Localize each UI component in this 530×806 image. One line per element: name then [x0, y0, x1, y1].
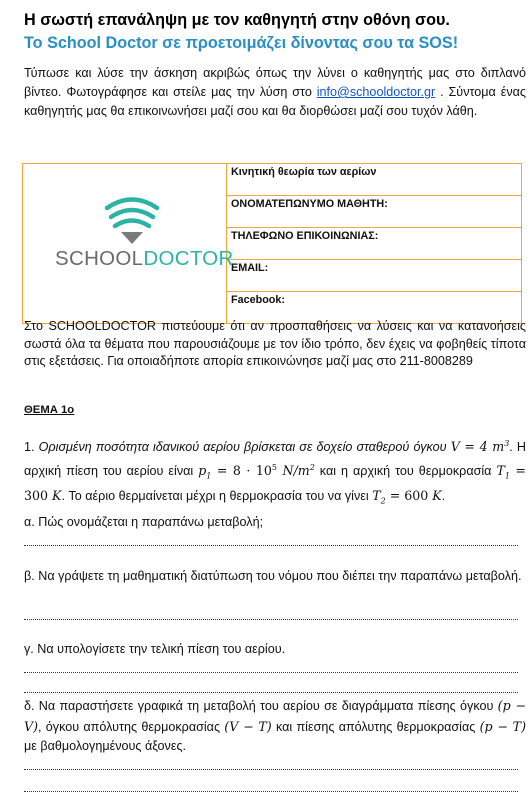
sub-question-b: β. Να γράψετε τη μαθηματική διατύπωση του νόμου που διέπει την παραπάνω μεταβολή. — [24, 569, 522, 583]
volume-formula: V = 4 $m^3$ — [450, 439, 510, 455]
question-text-part: . Το αέριο θερμαίνεται μέχρι η θερμοκρασία του να γίνει — [61, 488, 373, 503]
answer-line[interactable] — [24, 672, 518, 673]
page-subtitle: Το School Doctor σε προετοιμάζει δίνοντας σου τα SOS! — [24, 34, 459, 52]
logo-cell — [23, 164, 234, 324]
topic-field: Κινητική θεωρία των αερίων — [227, 164, 522, 196]
wifi-signal-icon — [23, 164, 226, 313]
schooldoctor-logo — [23, 164, 234, 313]
email-field[interactable]: EMAIL: — [227, 260, 522, 292]
answer-line[interactable] — [24, 769, 518, 770]
sub-question-c: γ. Να υπολογίσετε την τελική πίεση του αερίου. — [24, 642, 286, 656]
student-name-field[interactable]: ΟΝΟΜΑΤΕΠΩΝΥΜΟ ΜΑΘΗΤΗ: — [227, 196, 522, 228]
answer-line[interactable] — [24, 791, 518, 792]
logo-doctor-text: DOCTOR — [143, 247, 234, 270]
question-text-part: Ορισμένη ποσότητα ιδανικού αερίου βρίσκεται σε δοχείο σταθερού όγκου — [34, 440, 451, 455]
intro-paragraph — [24, 64, 526, 121]
student-info-table — [22, 163, 522, 324]
question-text-part: . Η αρχική πίεση του αερίου είναι — [24, 440, 527, 478]
intro-text-end: . Σύντομα ένας καθηγητής μας θα επικοινωνήσει μαζί σου και θα διορθώσει μαζί σου τυχόν λάθη. — [24, 85, 526, 118]
sub-question-d-text: , όγκου απόλυτης θερμοκρασίας — [38, 719, 225, 734]
answer-line[interactable] — [24, 692, 518, 693]
section-title: ΘΕΜΑ 1ο — [24, 404, 75, 416]
sub-question-d-text: δ. Να παραστήσετε γραφικά τη μεταβολή του αερίου σε διαγράμματα πίεσης όγκου — [24, 699, 498, 713]
question-1 — [24, 434, 526, 511]
p-t-formula: (p − T) — [479, 718, 526, 734]
temperature1-formula: $T_1 = 300$ K — [24, 462, 526, 503]
sub-question-d-text: και πίεσης απόλυτης θερμοκρασίας — [271, 719, 480, 734]
temperature2-formula: $T_2 = 600$ K — [372, 487, 442, 506]
p-v-formula: (p − V) — [24, 698, 526, 734]
sub-question-d — [24, 696, 526, 757]
facebook-field[interactable]: Facebook: — [227, 292, 522, 324]
pressure-formula: $p_1 = 8 \cdot 10^5$ $N/m^2$ — [198, 462, 315, 481]
email-link[interactable]: info@schooldoctor.gr — [316, 85, 436, 99]
page-title: Η σωστή επανάληψη με τον καθηγητή στην οθόνη σου. — [24, 11, 450, 29]
v-t-formula: (V − T) — [224, 718, 272, 734]
logo-wordmark — [55, 247, 234, 271]
logo-school-text: SCHOOL — [55, 247, 144, 270]
sub-question-a: α. Πώς ονομάζεται η παραπάνω μεταβολή; — [24, 515, 264, 529]
intro-text: Τύπωσε και λύσε την άσκηση ακριβώς όπως την λύνει ο καθηγητής μας στο διπλανό βίντεο. Φωτογράφησε και στείλε μας την λύση στο — [24, 66, 526, 99]
answer-line[interactable] — [24, 545, 518, 546]
question-text-part: και η αρχική του θερμοκρασία — [314, 463, 497, 478]
answer-line[interactable] — [24, 619, 518, 620]
info-paragraph: Στο SCHOOLDOCTOR πιστεύουμε ότι αν προσπαθήσεις να λύσεις και να κατανοήσεις σωστά όλα τα θέματα που παρουσιάζουμε με τον ίδιο τρόπο, δεν έχεις να φοβηθείς τίποτα στις εξετάσεις. Για οποιαδήποτε απορία επικοινώνησε μαζί μας στο 211-8008289 — [24, 319, 526, 368]
sub-question-d-text: με βαθμολογημένους άξονες. — [24, 739, 187, 753]
phone-field[interactable]: ΤΗΛΕΦΩΝΟ ΕΠΙΚΟΙΝΩΝΙΑΣ: — [227, 228, 522, 260]
question-number: 1. — [24, 440, 35, 455]
question-text-part: . — [441, 488, 446, 503]
